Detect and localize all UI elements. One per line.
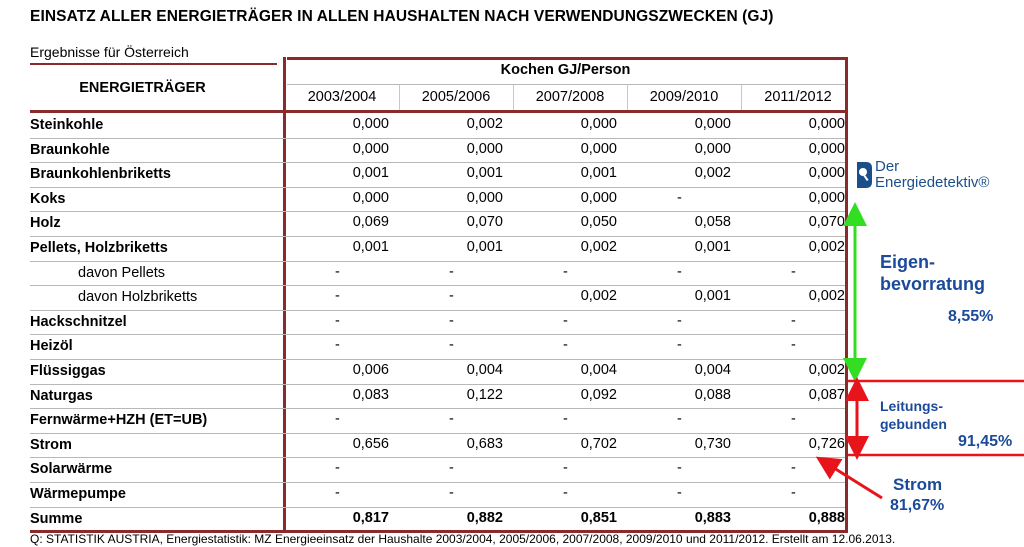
table-cell: -: [335, 263, 340, 280]
row-header: ENERGIETRÄGER: [79, 80, 206, 96]
table-cell: 0,000: [694, 116, 731, 132]
table-cell: -: [449, 288, 454, 305]
table-cell: 0,002: [580, 239, 617, 255]
table-cell: -: [677, 312, 682, 329]
leitungsgebunden-percent: 91,45%: [958, 433, 1013, 450]
strom-arrow: [826, 463, 882, 498]
table-cell: 0,002: [466, 116, 503, 132]
total-row-label: Summe: [30, 510, 83, 527]
table-cell: -: [791, 337, 796, 354]
table-cell: 0,002: [580, 288, 617, 305]
table-cell: 0,004: [580, 362, 617, 378]
table-cell: 0,001: [352, 165, 389, 182]
table-cell: -: [791, 263, 796, 280]
table-cell: 0,070: [466, 214, 503, 231]
table-cell: 0,726: [808, 435, 845, 452]
total-cell: 0,888: [808, 509, 845, 526]
table-cell: 0,069: [352, 214, 389, 231]
total-cell: 0,817: [352, 509, 389, 526]
page-subtitle: Ergebnisse für Österreich: [30, 44, 189, 60]
total-cell: 0,851: [580, 509, 617, 526]
row-label: Holz: [30, 215, 61, 232]
table-cell: -: [449, 312, 454, 329]
strom-percent: 81,67%: [890, 497, 945, 514]
table-cell: -: [677, 189, 682, 206]
logo-text-der: Der: [875, 158, 900, 175]
table-cell: -: [449, 337, 454, 354]
table-cell: -: [677, 411, 682, 428]
table-cell: 0,001: [694, 239, 731, 255]
table-cell: -: [791, 411, 796, 428]
table-cell: -: [449, 460, 454, 477]
table-cell: 0,083: [352, 386, 389, 403]
table-cell: 0,000: [466, 140, 503, 157]
row-label: Flüssiggas: [30, 363, 106, 379]
table-cell: -: [791, 485, 796, 501]
total-cell: 0,883: [694, 509, 731, 526]
table-cell: 0,000: [352, 189, 389, 206]
table-cell: 0,001: [694, 288, 731, 305]
table-cell: -: [563, 337, 568, 354]
table-cell: -: [563, 263, 568, 280]
row-label: Pellets, Holzbriketts: [30, 240, 168, 256]
row-label: Braunkohle: [30, 141, 110, 158]
row-label: Strom: [30, 436, 72, 453]
table-cell: -: [563, 460, 568, 477]
table-cell: 0,001: [580, 165, 617, 182]
table-cell: -: [677, 263, 682, 280]
page-title: EINSATZ ALLER ENERGIETRÄGER IN ALLEN HAUSHALTEN NACH VERWENDUNGSZWECKEN (GJ): [30, 8, 774, 25]
table-cell: -: [677, 460, 682, 477]
row-label: Koks: [30, 190, 66, 207]
table-cell: 0,050: [580, 214, 617, 231]
table-cell: -: [791, 460, 796, 477]
table-cell: 0,000: [808, 189, 845, 206]
row-label: davon Holzbriketts: [78, 289, 198, 306]
table-cell: 0,000: [352, 116, 389, 132]
table-cell: 0,092: [580, 386, 617, 403]
table-cell: -: [449, 411, 454, 428]
year-header: 2007/2008: [535, 89, 605, 105]
table-cell: -: [677, 337, 682, 354]
table-cell: 0,002: [808, 288, 845, 305]
table-cell: -: [335, 312, 340, 329]
table-cell: 0,004: [694, 362, 731, 378]
table-cell: 0,000: [808, 116, 845, 132]
eigenbevorratung-label-1: Eigen-: [880, 252, 936, 272]
table-cell: 0,070: [808, 214, 845, 231]
table-cell: -: [563, 485, 568, 501]
year-header: 2009/2010: [649, 89, 719, 105]
row-label: Heizöl: [30, 338, 73, 355]
source-footnote: Q: STATISTIK AUSTRIA, Energiestatistik: MZ Energieeinsatz der Haushalte 2003/2004, 2005/2006, 2007/2008, 2009/2010 und 2011/2012. Erstellt am 12.06.2013.: [30, 532, 896, 546]
table-cell: 0,730: [694, 435, 731, 452]
table-cell: -: [677, 485, 682, 501]
row-label: Wärmepumpe: [30, 486, 126, 502]
row-label: Braunkohlenbriketts: [30, 166, 171, 183]
row-label: Solarwärme: [30, 461, 113, 478]
table-cell: 0,000: [466, 189, 503, 206]
table-cell: 0,000: [808, 165, 845, 182]
table-cell: 0,122: [466, 386, 503, 403]
year-header: 2011/2012: [764, 89, 832, 105]
leitungsgebunden-label-2: gebunden: [880, 416, 947, 432]
table-cell: -: [335, 485, 340, 501]
table-cell: -: [335, 288, 340, 305]
year-header: 2005/2006: [421, 89, 491, 105]
logo-text-name: Energiedetektiv®: [875, 174, 990, 191]
strom-label: Strom: [893, 475, 943, 494]
table-cell: -: [449, 485, 454, 501]
table-cell: 0,000: [808, 140, 845, 157]
table-cell: 0,000: [694, 140, 731, 157]
table-cell: 0,000: [580, 189, 617, 206]
table-cell: 0,000: [580, 140, 617, 157]
table-cell: -: [791, 312, 796, 329]
table-cell: 0,002: [694, 165, 731, 182]
total-cell: 0,882: [466, 509, 503, 526]
eigenbevorratung-label-2: bevorratung: [880, 274, 986, 294]
year-header: 2003/2004: [307, 89, 377, 105]
table-cell: 0,001: [352, 239, 389, 255]
table-cell: 0,004: [466, 362, 503, 378]
row-label: davon Pellets: [78, 264, 166, 281]
table-cell: 0,001: [466, 165, 503, 182]
table-cell: 0,002: [808, 239, 845, 255]
table-cell: 0,058: [694, 214, 731, 231]
table-cell: 0,000: [352, 140, 389, 157]
table-cell: 0,002: [808, 362, 845, 378]
table-cell: -: [449, 263, 454, 280]
row-label: Naturgas: [30, 387, 93, 404]
table-cell: 0,656: [352, 435, 389, 452]
table-cell: 0,006: [352, 362, 389, 378]
table-cell: -: [563, 411, 568, 428]
table-cell: 0,683: [466, 435, 503, 452]
table-cell: 0,702: [580, 435, 617, 452]
table-cell: 0,088: [694, 386, 731, 403]
leitungsgebunden-label-1: Leitungs-: [880, 398, 943, 414]
table-cell: 0,001: [466, 239, 503, 255]
table-cell: 0,087: [808, 386, 845, 403]
eigenbevorratung-percent: 8,55%: [948, 308, 994, 325]
group-header: Kochen GJ/Person: [500, 62, 631, 78]
table-cell: -: [335, 411, 340, 428]
row-label: Steinkohle: [30, 117, 104, 133]
row-label: Fernwärme+HZH (ET=UB): [30, 412, 208, 429]
table-cell: -: [335, 337, 340, 354]
table-cell: 0,000: [580, 116, 617, 132]
table-cell: -: [563, 312, 568, 329]
table-cell: -: [335, 460, 340, 477]
row-label: Hackschnitzel: [30, 313, 127, 330]
